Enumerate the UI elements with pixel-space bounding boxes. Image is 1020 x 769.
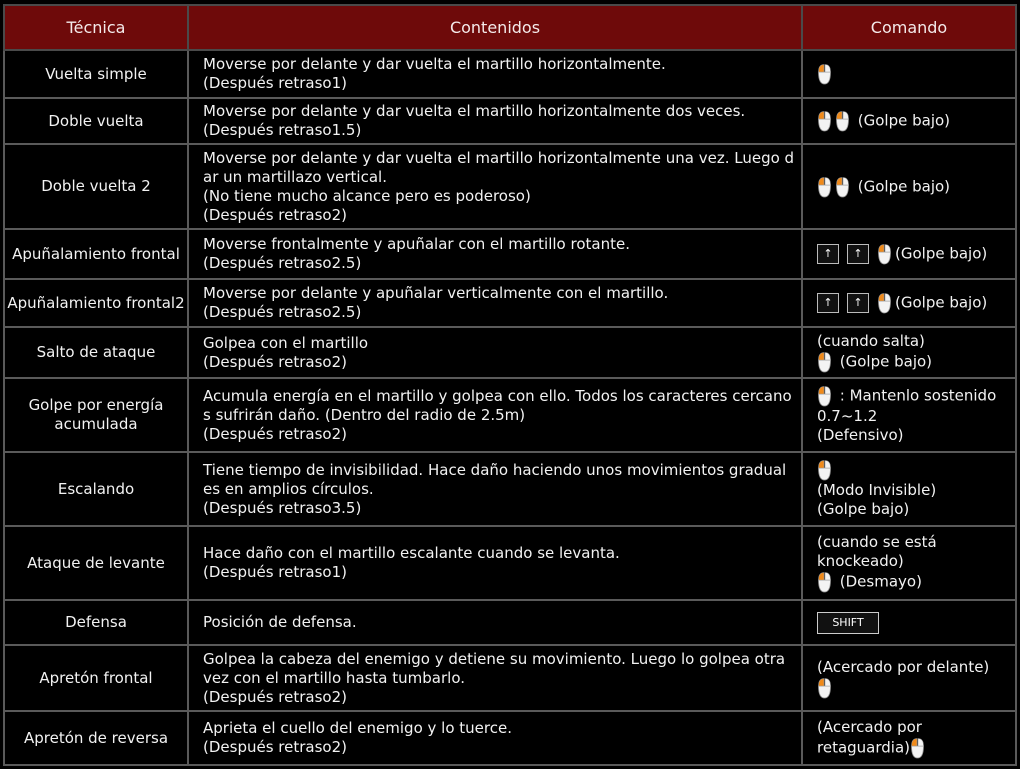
content-line: Moverse frontalmente y apuñalar con el martillo rotante. <box>203 235 630 253</box>
table-row <box>4 378 1016 452</box>
mouse-left-click-icon <box>877 292 892 314</box>
command-text: 0.7~1.2 <box>817 407 878 425</box>
table-row <box>4 98 1016 144</box>
command-text: (Acercado por retaguardia) <box>817 717 922 756</box>
technique-command <box>802 279 1016 327</box>
technique-command <box>802 50 1016 98</box>
technique-content <box>188 378 802 452</box>
command-text: (Modo Invisible) <box>817 481 937 499</box>
command-text: (Defensivo) <box>817 426 904 444</box>
header-tecnica: Técnica <box>4 5 188 50</box>
content-line: Hace daño con el martillo escalante cuando se levanta. <box>203 544 620 562</box>
command-text: (Golpe bajo) <box>853 111 951 130</box>
content-line: (No tiene mucho alcance pero es poderoso) <box>203 186 531 205</box>
command-text: (Acercado por delante) <box>817 657 990 676</box>
content-line: (Después retraso2) <box>203 352 347 371</box>
content-line: (Después retraso3.5) <box>203 498 362 517</box>
command-line <box>817 407 1011 426</box>
technique-command <box>802 526 1016 600</box>
content-line: (Después retraso2) <box>203 687 347 706</box>
technique-command <box>802 600 1016 645</box>
technique-content <box>188 98 802 144</box>
command-text: (Golpe bajo) <box>835 352 933 371</box>
command-text: (cuando se está knockeado) <box>817 533 937 570</box>
table-row <box>4 229 1016 279</box>
command-line <box>817 459 1011 481</box>
content-line: (Después retraso2) <box>203 424 347 443</box>
technique-command <box>802 452 1016 526</box>
technique-name: Doble vuelta 2 <box>4 144 188 229</box>
mouse-left-click-icon <box>817 385 832 407</box>
mouse-left-click-icon <box>817 110 832 132</box>
command-line <box>817 351 1011 373</box>
technique-content <box>188 526 802 600</box>
command-text: : Mantenlo sostenido <box>835 386 997 405</box>
content-line: (Después retraso2.5) <box>203 254 362 272</box>
technique-content <box>188 50 802 98</box>
mouse-left-click-icon <box>910 737 925 759</box>
command-line <box>817 332 1011 351</box>
table-row <box>4 711 1016 765</box>
command-line <box>817 426 1011 445</box>
table-row <box>4 144 1016 229</box>
technique-content <box>188 229 802 279</box>
table-row <box>4 600 1016 645</box>
shift-key-icon: SHIFT <box>817 612 879 634</box>
command-line <box>817 658 1011 677</box>
technique-name: Doble vuelta <box>4 98 188 144</box>
table-row <box>4 645 1016 711</box>
content-line: (Después retraso2) <box>203 205 347 224</box>
technique-content <box>188 144 802 229</box>
mouse-left-click-icon <box>817 459 832 481</box>
mouse-left-click-icon <box>817 63 832 85</box>
content-line: Moverse por delante y dar vuelta el martillo horizontalmente. <box>203 55 666 73</box>
table-row <box>4 526 1016 600</box>
technique-name: Apuñalamiento frontal2 <box>4 279 188 327</box>
technique-content <box>188 711 802 765</box>
table-row <box>4 327 1016 378</box>
content-line: (Después retraso1.5) <box>203 121 362 139</box>
command-line <box>817 292 1011 314</box>
content-line: Moverse por delante y apuñalar verticalmente con el martillo. <box>203 284 669 302</box>
content-line: Acumula energía en el martillo y golpea con ello. Todos los caracteres cercanos sufrirán daño. (Dentro del radio de 2.5m) <box>203 386 792 424</box>
command-line <box>817 63 1011 85</box>
technique-content <box>188 452 802 526</box>
table-row <box>4 279 1016 327</box>
content-line: (Después retraso1) <box>203 563 347 581</box>
mouse-left-click-icon <box>877 243 892 265</box>
technique-name: Salto de ataque <box>4 327 188 378</box>
arrow-up-key-icon: ↑ <box>847 293 869 313</box>
content-line: Golpea con el martillo <box>203 333 369 352</box>
mouse-left-click-icon <box>835 176 850 198</box>
technique-command <box>802 711 1016 765</box>
arrow-up-key-icon: ↑ <box>817 244 839 264</box>
mouse-left-click-icon <box>817 351 832 373</box>
arrow-up-key-icon: ↑ <box>847 244 869 264</box>
command-line <box>817 176 1011 198</box>
content-line: Golpea la cabeza del enemigo y detiene su movimiento. Luego lo golpea otra vez con el martillo hasta tumbarlo. <box>203 649 786 687</box>
mouse-left-click-icon <box>817 571 832 593</box>
content-line: (Después retraso1) <box>203 74 347 92</box>
command-line <box>817 385 1011 407</box>
header-row <box>4 5 1016 50</box>
command-line <box>817 612 1011 634</box>
command-line <box>817 718 1011 759</box>
technique-command <box>802 645 1016 711</box>
techniques-table <box>3 4 1017 766</box>
technique-name: Vuelta simple <box>4 50 188 98</box>
technique-content <box>188 327 802 378</box>
mouse-left-click-icon <box>817 677 832 699</box>
command-line <box>817 481 1011 500</box>
mouse-left-click-icon <box>817 176 832 198</box>
technique-name: Apuñalamiento frontal <box>4 229 188 279</box>
command-text: (Desmayo) <box>835 572 922 591</box>
command-line <box>817 533 1011 571</box>
content-line: Posición de defensa. <box>203 613 357 631</box>
technique-command <box>802 98 1016 144</box>
command-text: (Golpe bajo) <box>895 293 988 312</box>
command-line <box>817 571 1011 593</box>
technique-name: Escalando <box>4 452 188 526</box>
technique-content <box>188 279 802 327</box>
command-text: (cuando salta) <box>817 332 925 350</box>
technique-command <box>802 229 1016 279</box>
table-body <box>4 50 1016 765</box>
technique-content <box>188 600 802 645</box>
technique-name: Apretón frontal <box>4 645 188 711</box>
header-comando: Comando <box>802 5 1016 50</box>
technique-command <box>802 378 1016 452</box>
header-contenidos: Contenidos <box>188 5 802 50</box>
content-line: (Después retraso2.5) <box>203 303 362 321</box>
command-line <box>817 500 1011 519</box>
technique-command <box>802 144 1016 229</box>
command-text: (Golpe bajo) <box>895 244 988 263</box>
technique-name: Defensa <box>4 600 188 645</box>
technique-command <box>802 327 1016 378</box>
table-row <box>4 452 1016 526</box>
technique-content <box>188 645 802 711</box>
content-line: Moverse por delante y dar vuelta el martillo horizontalmente dos veces. <box>203 102 746 120</box>
content-line: Tiene tiempo de invisibilidad. Hace daño haciendo unos movimientos graduales en amplios círculos. <box>203 460 787 498</box>
command-text: (Golpe bajo) <box>817 500 910 518</box>
technique-name: Ataque de levante <box>4 526 188 600</box>
arrow-up-key-icon: ↑ <box>817 293 839 313</box>
content-line: (Después retraso2) <box>203 738 347 756</box>
command-text: (Golpe bajo) <box>853 177 951 195</box>
command-line <box>817 677 1011 699</box>
content-line: Moverse por delante y dar vuelta el martillo horizontalmente una vez. Luego dar un martillazo vertical. <box>203 148 795 186</box>
technique-name: Golpe por energía acumulada <box>4 378 188 452</box>
content-line: Aprieta el cuello del enemigo y lo tuerce. <box>203 719 512 737</box>
technique-name: Apretón de reversa <box>4 711 188 765</box>
command-line <box>817 243 1011 265</box>
table-row <box>4 50 1016 98</box>
command-line <box>817 110 1011 132</box>
mouse-left-click-icon <box>835 110 850 132</box>
